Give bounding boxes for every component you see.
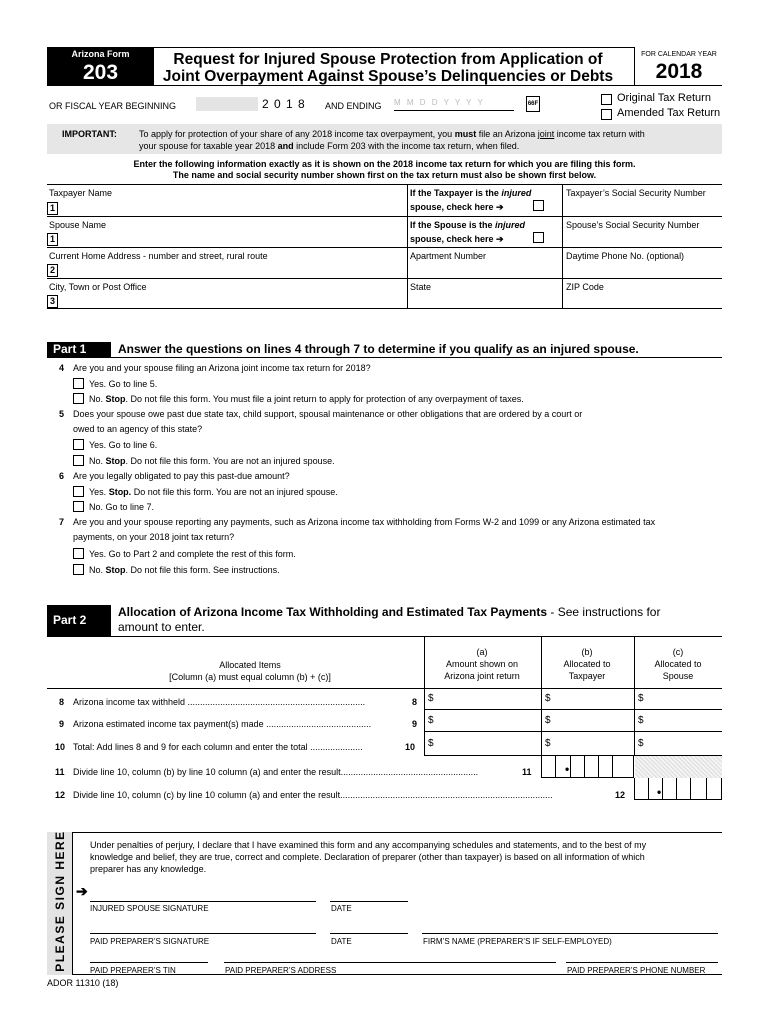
fiscal-begin-shaded-field[interactable] xyxy=(196,97,258,111)
perjury-line-2: knowledge and belief, they are true, correct and complete. Declaration of preparer (other than taxpayer) is based on all information of which xyxy=(90,852,645,862)
id-vline-2 xyxy=(562,184,563,308)
original-return-label: Original Tax Return xyxy=(617,92,711,104)
q6-no-checkbox[interactable] xyxy=(73,501,84,512)
q5-no-b: . Do not file this form. You are not an injured spouse. xyxy=(125,456,335,466)
q6-text: Are you legally obligated to pay this past-due amount? xyxy=(73,471,290,481)
line-9-col-a[interactable]: $ xyxy=(424,712,541,730)
header-top-rule xyxy=(47,47,722,48)
apartment-label: Apartment Number xyxy=(410,251,487,261)
taxpayer-injured-a: If the Taxpayer is the xyxy=(410,188,502,198)
line-8-col-c[interactable]: $ xyxy=(634,690,722,708)
line-8-rule xyxy=(424,709,722,710)
q4-text: Are you and your spouse filing an Arizona joint income tax return for 2018? xyxy=(73,363,371,373)
firm-label: FIRM’S NAME (PREPARER’S IF SELF-EMPLOYED) xyxy=(423,937,612,946)
important-label: IMPORTANT: xyxy=(62,129,117,139)
col-b-l2: Allocated to xyxy=(563,659,611,669)
box-2: 2 xyxy=(47,264,58,277)
part-1-title: Answer the questions on lines 4 through 7 to determine if you qualify as an injured spouse. xyxy=(118,342,639,356)
q6-number: 6 xyxy=(59,471,65,481)
phone-label: Daytime Phone No. (optional) xyxy=(566,251,685,261)
part-2-title-line-2: amount to enter. xyxy=(118,620,205,634)
q4-number: 4 xyxy=(59,363,65,373)
col-items-l1: Allocated Items xyxy=(219,660,281,670)
form-label: Arizona Form xyxy=(71,49,130,59)
line-8-number: 8 xyxy=(59,697,65,707)
important-must: must xyxy=(454,129,477,139)
q5-number: 5 xyxy=(59,409,65,419)
address-label: Current Home Address - number and street, rural route xyxy=(49,251,268,261)
part-2-title xyxy=(118,605,660,635)
perjury-line-1: Under penalties of perjury, I declare that I have examined this form and any accompanying schedules and statements, and to the best of my xyxy=(90,840,647,850)
taxpayer-ssn-label: Taxpayer’s Social Security Number xyxy=(566,188,706,198)
line-11-text: Divide line 10, column (b) by line 10 column (a) and enter the result....................................................... xyxy=(73,767,479,777)
line-10-text: Total: Add lines 8 and 9 for each column and enter the total ..................... xyxy=(73,742,363,752)
q7-number: 7 xyxy=(59,517,65,527)
preparer-sig-line[interactable] xyxy=(90,933,316,934)
prep-phone-label: PAID PREPARER’S PHONE NUMBER xyxy=(567,966,706,975)
spouse-ssn-label: Spouse’s Social Security Number xyxy=(566,220,700,230)
id-rule-2 xyxy=(47,216,722,217)
col-c-l2: Allocated to xyxy=(654,659,702,669)
important-text-b: file an Arizona xyxy=(476,129,538,139)
firm-line[interactable] xyxy=(422,933,718,934)
q5-no-checkbox[interactable] xyxy=(73,455,84,466)
line-10-col-b[interactable]: $ xyxy=(541,735,634,753)
col-b-l1: (b) xyxy=(581,647,593,657)
q4-no-b: . Do not file this form. You must file a joint return to apply for protection of any overpayment of taxes. xyxy=(125,394,524,404)
line-12-grid[interactable] xyxy=(634,778,722,800)
q7-no-stop: Stop xyxy=(105,565,126,575)
important-joint: joint xyxy=(537,129,555,139)
line-12-cell-3 xyxy=(662,778,676,800)
line-12-decimal: • xyxy=(657,785,662,799)
box-3: 3 xyxy=(47,295,58,308)
col-a-l3: Arizona joint return xyxy=(444,671,520,681)
amended-return-checkbox[interactable] xyxy=(601,109,612,120)
prep-phone-line[interactable] xyxy=(566,962,718,963)
line-12-text: Divide line 10, column (c) by line 10 column (a) and enter the result..................................................................................... xyxy=(73,790,553,800)
line-11-box: 11 xyxy=(522,767,532,777)
title-line-1: Request for Injured Spouse Protection from Application of xyxy=(173,51,603,68)
important-line2-a: your spouse for taxable year 2018 xyxy=(139,141,278,151)
line-8-box: 8 xyxy=(412,697,418,707)
for-calendar-year-label: FOR CALENDAR YEAR xyxy=(641,51,717,58)
q7-yes-checkbox[interactable] xyxy=(73,548,84,559)
code-66f: 66F xyxy=(526,96,540,112)
col-items-header xyxy=(150,659,350,683)
date2-line[interactable] xyxy=(330,933,408,934)
line-11-cell-6 xyxy=(612,756,634,778)
perjury-line-3: preparer has any knowledge. xyxy=(90,864,207,874)
col-b-header xyxy=(541,646,633,682)
important-text-c: income tax return with xyxy=(554,129,645,139)
taxpayer-injured-label xyxy=(410,188,531,198)
part-1-tab: Part 1 xyxy=(47,342,111,357)
original-return-checkbox[interactable] xyxy=(601,94,612,105)
important-line2-b: include Form 203 with the income tax return, when filed. xyxy=(293,141,520,151)
q4-no-label xyxy=(89,394,524,404)
part-2-tab: Part 2 xyxy=(47,605,111,636)
fiscal-year-value[interactable]: 2 0 1 8 xyxy=(262,97,306,111)
line-10-col-c[interactable]: $ xyxy=(634,735,722,753)
line-8-text: Arizona income tax withheld ....................................................................... xyxy=(73,697,366,707)
please-sign-here: PLEASE SIGN HERE xyxy=(53,830,67,972)
injured-sig-line[interactable] xyxy=(90,901,316,902)
date1-line[interactable] xyxy=(330,901,408,902)
form-number-block xyxy=(47,47,154,85)
prep-address-line[interactable] xyxy=(224,962,556,963)
line-8-col-a[interactable]: $ xyxy=(424,690,541,708)
important-text-line-2 xyxy=(139,141,519,151)
form-number: 203 xyxy=(82,61,119,84)
col-a-l1: (a) xyxy=(476,647,488,657)
q5-no-stop: Stop xyxy=(105,456,126,466)
line-11-cell-5 xyxy=(598,756,612,778)
date2-label: DATE xyxy=(331,937,352,946)
q5-yes-checkbox[interactable] xyxy=(73,439,84,450)
perjury-statement xyxy=(90,839,646,875)
taxpayer-check-here: spouse, check here ➔ xyxy=(410,202,504,212)
q7-no-label xyxy=(89,565,280,575)
id-vline-1 xyxy=(407,184,408,308)
id-rule-bottom xyxy=(47,308,722,309)
q7-yes-label: Yes. Go to Part 2 and complete the rest of this form. xyxy=(89,549,296,559)
prep-address-label: PAID PREPARER’S ADDRESS xyxy=(225,966,337,975)
sign-arrow-icon: ➔ xyxy=(76,883,88,899)
taxpayer-name-label: Taxpayer Name xyxy=(49,188,113,198)
line-12-cell-5 xyxy=(690,778,706,800)
city-label: City, Town or Post Office xyxy=(49,282,147,292)
line-11-number: 11 xyxy=(55,767,65,777)
taxpayer-injured-checkbox[interactable] xyxy=(533,200,544,211)
fiscal-year-label: OR FISCAL YEAR BEGINNING xyxy=(49,101,177,111)
part-2-title-bold: Allocation of Arizona Income Tax Withholding and Estimated Tax Payments xyxy=(118,605,548,619)
part-2-title-rest: - See instructions for xyxy=(547,605,661,619)
line-12-cell-1 xyxy=(634,778,648,800)
id-rule-top xyxy=(47,184,722,185)
amended-return-label: Amended Tax Return xyxy=(617,107,721,119)
q6-yes-checkbox[interactable] xyxy=(73,486,84,497)
footer-code: ADOR 11310 (18) xyxy=(47,978,119,988)
q7-text-line-2: payments, on your 2018 joint tax return? xyxy=(73,532,235,542)
id-rule-4 xyxy=(47,278,722,279)
important-box xyxy=(47,124,722,154)
tin-line[interactable] xyxy=(90,962,208,963)
state-label: State xyxy=(410,282,432,292)
calendar-year-block xyxy=(634,47,722,85)
line-11-cell-1 xyxy=(541,756,555,778)
line-9-col-c[interactable]: $ xyxy=(634,712,722,730)
instructions-line-2: The name and social security number shown first on the tax return must also be shown first below. xyxy=(172,170,597,180)
line-12-number: 12 xyxy=(55,790,66,800)
spouse-injured-checkbox[interactable] xyxy=(533,232,544,243)
p2-header-bottom xyxy=(47,688,722,689)
important-and: and xyxy=(277,141,294,151)
q7-no-checkbox[interactable] xyxy=(73,564,84,575)
injured-sig-label: INJURED SPOUSE SIGNATURE xyxy=(90,904,209,913)
col-c-l1: (c) xyxy=(672,647,684,657)
line-11-cell-4 xyxy=(584,756,598,778)
line-10-number: 10 xyxy=(55,742,66,752)
q4-no-checkbox[interactable] xyxy=(73,393,84,404)
header-bottom-rule xyxy=(47,85,722,86)
date1-label: DATE xyxy=(331,904,352,913)
q7-text-line-1: Are you and your spouse reporting any payments, such as Arizona income tax withholding from Forms W-2 and 1099 or any Arizona estimated tax xyxy=(73,517,656,527)
line-9-rule xyxy=(424,731,722,732)
line-12-cell-6 xyxy=(706,778,722,800)
form-title xyxy=(158,51,618,85)
important-text-a: To apply for protection of your share of any 2018 income tax overpayment, you xyxy=(139,129,455,139)
q5-no-a: No. xyxy=(89,456,106,466)
title-line-2: Joint Overpayment Against Spouse’s Delinquencies or Debts xyxy=(162,68,614,85)
spouse-injured-a: If the Spouse is the xyxy=(410,220,496,230)
tax-year: 2018 xyxy=(655,60,703,83)
and-ending-label: AND ENDING xyxy=(325,101,382,111)
line-11-cell-3 xyxy=(570,756,584,778)
q4-yes-checkbox[interactable] xyxy=(73,378,84,389)
col-a-header xyxy=(424,646,540,682)
q7-no-b: . Do not file this form. See instructions. xyxy=(125,565,280,575)
part-1-rule xyxy=(47,357,722,358)
line-12-cell-4 xyxy=(676,778,690,800)
q6-yes-b: Do not file this form. You are not an injured spouse. xyxy=(131,487,338,497)
col-b-l3: Taxpayer xyxy=(568,671,606,681)
instructions-line-1: Enter the following information exactly as it is shown on the 2018 income tax return for which you are filing this form. xyxy=(133,159,636,169)
part-2-title-line-1 xyxy=(118,605,660,620)
line-9-text: Arizona estimated income tax payment(s) made .......................................... xyxy=(73,719,372,729)
preparer-sig-label: PAID PREPARER’S SIGNATURE xyxy=(90,937,210,946)
zip-label: ZIP Code xyxy=(566,282,604,292)
col-items-l2: [Column (a) must equal column (b) + (c)] xyxy=(169,672,331,682)
box-1-spouse: 1 xyxy=(47,233,58,246)
spouse-name-label: Spouse Name xyxy=(49,220,107,230)
line-9-number: 9 xyxy=(59,719,65,729)
q6-yes-label xyxy=(89,487,338,497)
line-9-col-b[interactable]: $ xyxy=(541,712,634,730)
spouse-injured-label xyxy=(410,220,525,230)
important-text-line-1 xyxy=(139,129,645,139)
q4-no-a: No. xyxy=(89,394,106,404)
q5-text-line-2: owed to an agency of this state? xyxy=(73,424,203,434)
tin-label: PAID PREPARER’S TIN xyxy=(90,966,176,975)
q6-yes-stop: Stop. xyxy=(108,487,132,497)
q6-yes-a: Yes. xyxy=(89,487,109,497)
line-11-grid[interactable] xyxy=(541,756,634,778)
part-2-rule xyxy=(47,636,722,637)
col-c-header xyxy=(634,646,722,682)
spouse-injured-b: injured xyxy=(495,220,526,230)
col-c-l3: Spouse xyxy=(662,671,694,681)
line-10-box: 10 xyxy=(405,742,416,752)
line-8-col-b[interactable]: $ xyxy=(541,690,634,708)
q6-no-label: No. Go to line 7. xyxy=(89,502,155,512)
q5-text-line-1: Does your spouse owe past due state tax, child support, spousal maintenance or other obligations that are ordered by a court or xyxy=(73,409,583,419)
line-9-box: 9 xyxy=(412,719,418,729)
id-rule-3 xyxy=(47,247,722,248)
q5-yes-label: Yes. Go to line 6. xyxy=(89,440,158,450)
line-12-box: 12 xyxy=(615,790,626,800)
q4-no-stop: Stop xyxy=(105,394,126,404)
q5-no-label xyxy=(89,456,335,466)
ending-date-field[interactable]: M M D D Y Y Y Y xyxy=(394,98,514,111)
please-sign-here-band xyxy=(47,832,73,975)
col-a-l2: Amount shown on xyxy=(445,659,519,669)
q4-yes-label: Yes. Go to line 5. xyxy=(89,379,158,389)
q7-no-a: No. xyxy=(89,565,106,575)
instructions xyxy=(47,159,722,181)
line-11-decimal: • xyxy=(565,762,570,776)
line-11-shaded-area xyxy=(635,756,722,778)
line-10-col-a[interactable]: $ xyxy=(424,735,541,753)
taxpayer-injured-b: injured xyxy=(501,188,532,198)
spouse-check-here: spouse, check here ➔ xyxy=(410,234,504,244)
box-1-taxpayer: 1 xyxy=(47,202,58,215)
